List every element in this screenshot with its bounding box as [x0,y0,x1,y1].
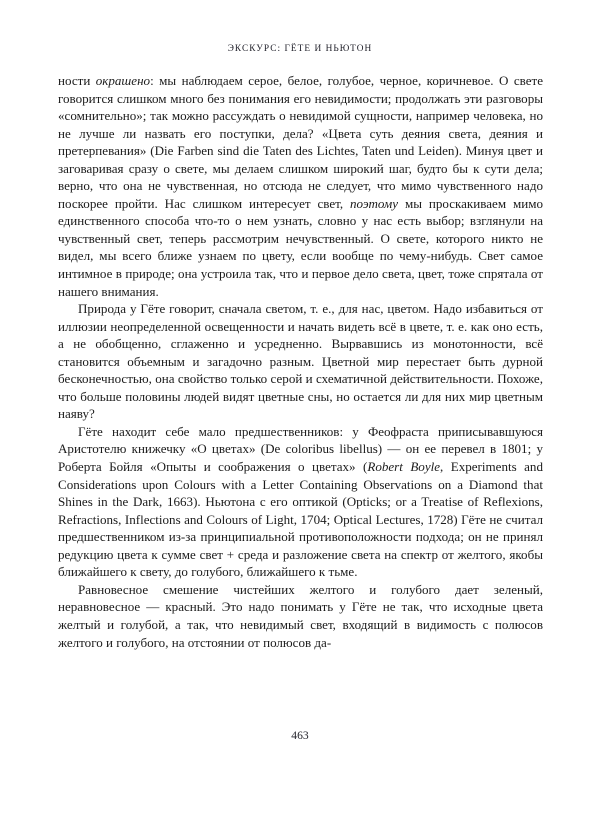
body-text-block [58,72,543,651]
page-number: 463 [291,729,309,742]
italic-run: Robert Boyle [367,459,441,475]
paragraph: Гёте находит себе мало предшественников: у Феофраста приписывавшуюся Аристотелю книжечку «О цветах» (De coloribus libellus) — он ее перевел в 1801; у Роберта Бойля «Опыты и соображения о цветах» (Robert Boyle, Experiments and Considerations upon Colours with a Letter Containing Observations on a Diamond that Shines in the Dark, 1663). Ньютона с его оптикой (Opticks; or a Treatise of Reflexions, Refractions, Inflections and Colours of Light, 1704; Optical Lectures, 1728) Гёте не считал предшественником из-за принципиальной противоположности подхода; он не принял редукцию цвета к сумме свет + среда и разложение света на спектр от желтого, якобы ближайшего к свету, до голубого, ближайшего к тьме. [58,423,543,580]
paragraph: ности окрашено: мы наблюдаем серое, белое, голубое, черное, коричневое. О свете говорится слишком много без понимания его невидимости; продолжать эти разговоры «сомнительно»; так можно рассуждать о невидимой сущности, например человека, но не лучше ли назвать его поступки, дела? «Цвета суть деяния света, деяния и претерпевания» (Die Farben sind die Taten des Lichtes, Taten und Leiden). Минуя цвет и заговаривая сразу о свете, мы делаем слишком широкий шаг, будто бы к сути дела; верно, что она не чувственная, но отсюда не следует, что мимо чувственного надо поскорее пройти. Нас слишком интересует свет, поэтому мы проскакиваем мимо единственного способа что-то о нем узнать, словно у нас есть выбор; взглянули на чувственный свет, теперь рассмотрим нечувственный. О свете, которого никто не видел, мы всего ближе узнаем по цвету, если вообще по чему-нибудь. Свет самое интимное в природе; она устроила так, что и первое дело света, цвет, тоже спрятала от нашего внимания. [58,73,543,299]
italic-run: поэтому [350,195,399,211]
italic-run: окрашено [95,73,151,88]
running-head: ЭКСКУРС: ГЁТЕ И НЬЮТОН [227,44,373,54]
paragraph: Равновесное смешение чистейших желтого и голубого дает зеленый, неравновесное — красный. Это надо понимать у Гёте не так, что исходные цвета желтый и голубой, а так, что невидимый свет, входящий в видимость с полюсов желтого и голубого, на отстоянии от полюсов да- [58,581,543,650]
paragraph: Природа у Гёте говорит, сначала светом, т. е., для нас, цветом. Надо избавиться от иллюзии неопределенной освещенности и начать видеть всё в цвете, т. е. как оно есть, а не обобщенно, сглаженно и усредненно. Вырвавшись из монотонности, всё становится объемным и загадочно разным. Цветной мир перестает быть дурной бесконечностью, она свойство только серой и схематичной действительности. Похоже, что больше половины людей видят цветные сны, но остается ли для них мир цветным наяву? [58,301,543,422]
